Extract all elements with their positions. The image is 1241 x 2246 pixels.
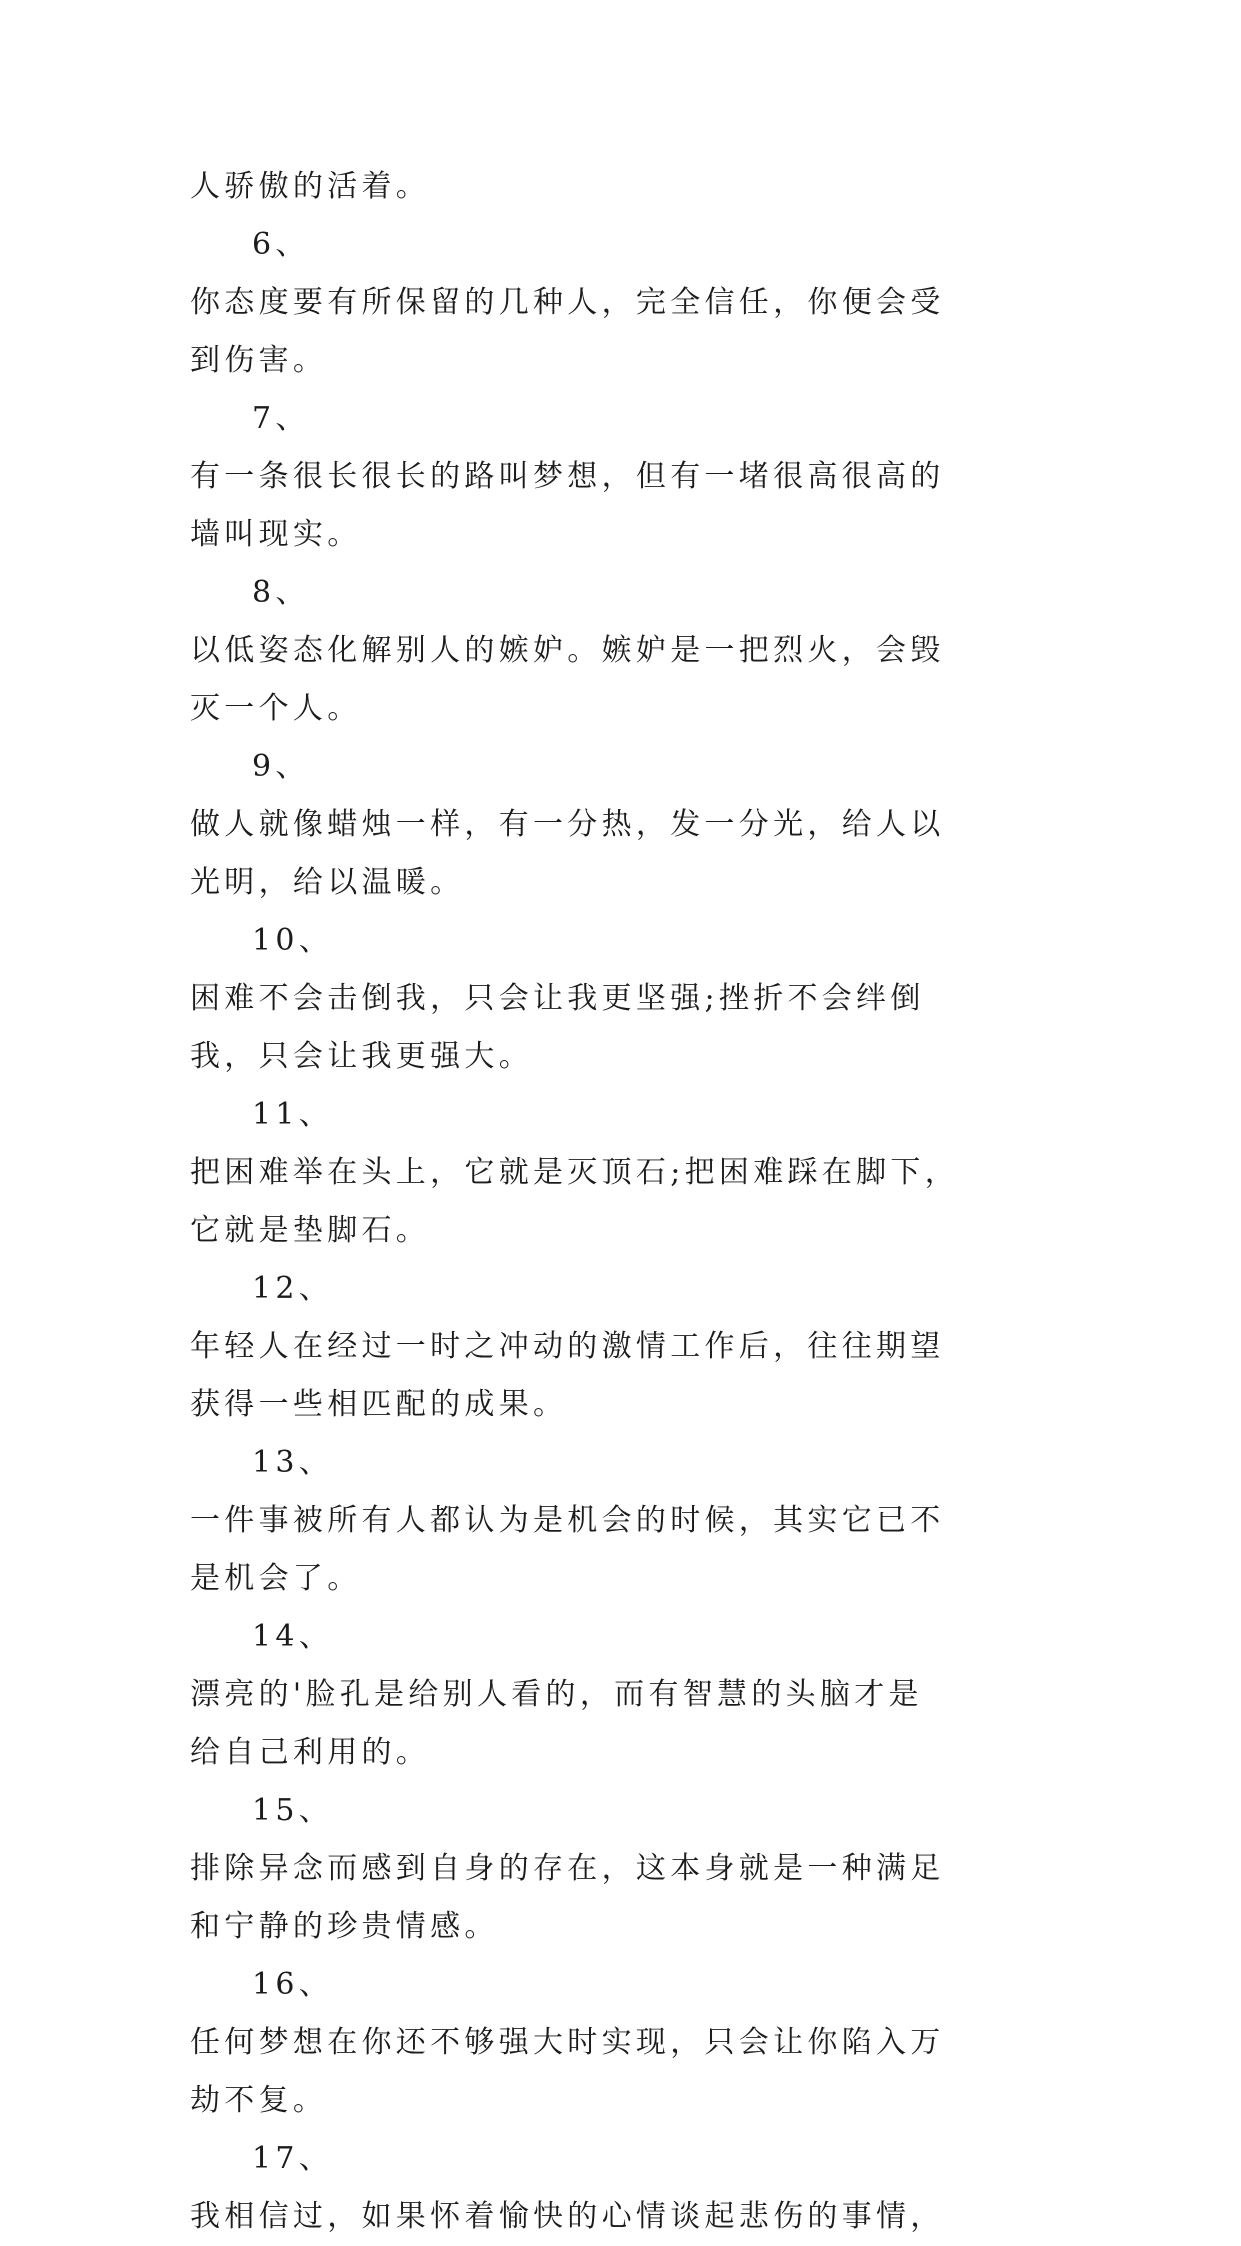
item-number: 13、 <box>252 1445 334 1480</box>
item-text-line-1: 以低姿态化解别人的嫉妒。嫉妒是一把烈火，会毁 <box>190 633 945 668</box>
item-text-line-2: 灭一个人。 <box>190 691 362 726</box>
item-text-line-1: 你态度要有所保留的几种人，完全信任，你便会受 <box>190 285 945 320</box>
list-item-9 <box>190 738 1050 912</box>
item-number: 15、 <box>252 1793 334 1828</box>
list-item-16 <box>190 1956 1050 2130</box>
item-text-line-1: 做人就像蜡烛一样，有一分热，发一分光，给人以 <box>190 807 945 842</box>
list-item-12 <box>190 1260 1050 1434</box>
item-text-line-2: 和宁静的珍贵情感。 <box>190 1909 499 1944</box>
item-text-line-2: 到伤害。 <box>190 343 328 378</box>
item-number: 14、 <box>252 1619 334 1654</box>
item-number: 12、 <box>252 1271 334 1306</box>
item-number: 16、 <box>252 1967 334 2002</box>
item-number: 8、 <box>252 575 310 610</box>
item-text-line-2: 光明，给以温暖。 <box>190 865 465 900</box>
item-text-line-2: 劫不复。 <box>190 2083 328 2118</box>
paragraph-text: 人骄傲的活着。 <box>190 169 431 204</box>
item-text-line-2: 是机会了。 <box>190 1561 362 1596</box>
item-text-line-1: 漂亮的'脸孔是给别人看的，而有智慧的头脑才是 <box>190 1677 923 1712</box>
list-item-11 <box>190 1086 1050 1260</box>
item-number: 11、 <box>252 1097 334 1132</box>
list-item-14 <box>190 1608 1050 1782</box>
item-text-line-1: 任何梦想在你还不够强大时实现，只会让你陷入万 <box>190 2025 945 2060</box>
item-number: 9、 <box>252 749 310 784</box>
continued-paragraph <box>190 158 1050 216</box>
item-text-line-2: 它就是垫脚石。 <box>190 1213 431 1248</box>
list-item-13 <box>190 1434 1050 1608</box>
item-text-line-2: 墙叫现实。 <box>190 517 362 552</box>
list-item-7 <box>190 390 1050 564</box>
item-text-line-1: 年轻人在经过一时之冲动的激情工作后，往往期望 <box>190 1329 945 1364</box>
item-text-line-2: 我，只会让我更强大。 <box>190 1039 533 1074</box>
item-text-line-2: 给自己利用的。 <box>190 1735 431 1770</box>
item-text-line-1: 我相信过，如果怀着愉快的心情谈起悲伤的事情， <box>190 2199 945 2234</box>
item-text-line-1: 困难不会击倒我，只会让我更坚强;挫折不会绊倒 <box>190 981 925 1016</box>
list-item-10 <box>190 912 1050 1086</box>
list-item-15 <box>190 1782 1050 1956</box>
list-item-6 <box>190 216 1050 390</box>
list-item-17 <box>190 2130 1050 2246</box>
item-text-line-1: 排除异念而感到自身的存在，这本身就是一种满足 <box>190 1851 945 1886</box>
item-number: 17、 <box>252 2141 334 2176</box>
document-body <box>190 158 1050 2246</box>
item-number: 6、 <box>252 227 310 262</box>
list-item-8 <box>190 564 1050 738</box>
item-text-line-1: 把困难举在头上，它就是灭顶石;把困难踩在脚下， <box>190 1155 960 1190</box>
item-text-line-2: 获得一些相匹配的成果。 <box>190 1387 568 1422</box>
item-number: 10、 <box>252 923 334 958</box>
item-text-line-1: 有一条很长很长的路叫梦想，但有一堵很高很高的 <box>190 459 945 494</box>
item-text-line-1: 一件事被所有人都认为是机会的时候，其实它已不 <box>190 1503 945 1538</box>
item-number: 7、 <box>252 401 310 436</box>
